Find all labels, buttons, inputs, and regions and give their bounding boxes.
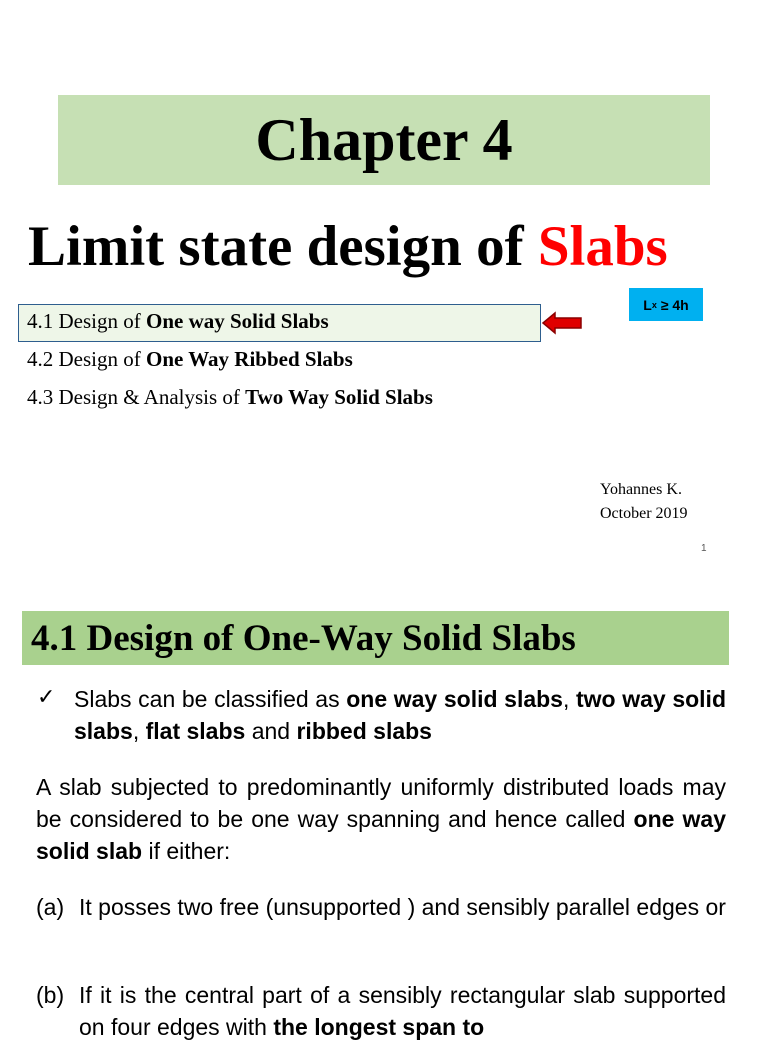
bold-run: one way solid slabs (346, 686, 563, 712)
chapter-title: Chapter 4 (255, 107, 513, 173)
title-accent: Slabs (537, 215, 668, 278)
badge-rest: ≥ 4h (660, 296, 689, 313)
section-title: 4.1 Design of One-Way Solid Slabs (31, 617, 576, 659)
toc-bold: One way Solid Slabs (146, 309, 329, 333)
bold-run: ribbed slabs (296, 718, 432, 744)
text-run: Slabs can be classified as (74, 686, 347, 712)
intro-paragraph (36, 771, 726, 867)
toc-prefix: 4.1 Design of (27, 309, 146, 333)
bold-run: one way solid slab (36, 806, 726, 864)
toc-item-4-1[interactable] (27, 309, 329, 334)
title-prefix: Limit state design of (28, 215, 538, 278)
toc-item-4-2[interactable] (27, 347, 353, 372)
text-run: A slab subjected to predominantly uniformly distributed loads may be considered to be one way spanning and hence called (36, 774, 726, 832)
checkmark-icon: ✓ (37, 685, 56, 710)
condition-b-label: (b) (36, 982, 65, 1008)
condition-b-text (79, 979, 726, 1043)
toc-bold: Two Way Solid Slabs (245, 385, 433, 409)
text-run: and (245, 718, 297, 744)
bold-run: two way solid slabs (74, 686, 726, 744)
toc-prefix: 4.2 Design of (27, 347, 146, 371)
span-ratio-badge (629, 288, 703, 321)
text-run: if either: (142, 838, 231, 864)
section-banner (22, 611, 729, 665)
condition-a-label: (a) (36, 894, 65, 920)
condition-a-text: It posses two free (unsupported ) and sensibly parallel edges or (79, 894, 726, 920)
text-run: , (562, 686, 576, 712)
badge-main: L (643, 296, 652, 313)
bullet-paragraph (74, 683, 726, 747)
author-date: October 2019 (600, 505, 688, 522)
chapter-banner (58, 95, 710, 185)
toc-item-4-3[interactable] (27, 385, 433, 410)
toc-prefix: 4.3 Design & Analysis of (27, 385, 246, 409)
bold-run: the longest span to (273, 1014, 485, 1040)
text-run: If it is the central part of a sensibly rectangular slab supported on four edges with (79, 982, 726, 1040)
bold-run: flat slabs (145, 718, 246, 744)
toc-bold: One Way Ribbed Slabs (146, 347, 353, 371)
page-number: 1 (701, 543, 707, 554)
left-arrow-icon (541, 311, 583, 335)
page-title (28, 214, 668, 280)
author-name: Yohannes K. (600, 481, 682, 498)
text-run: , (132, 718, 146, 744)
badge-sub: x (651, 299, 657, 310)
